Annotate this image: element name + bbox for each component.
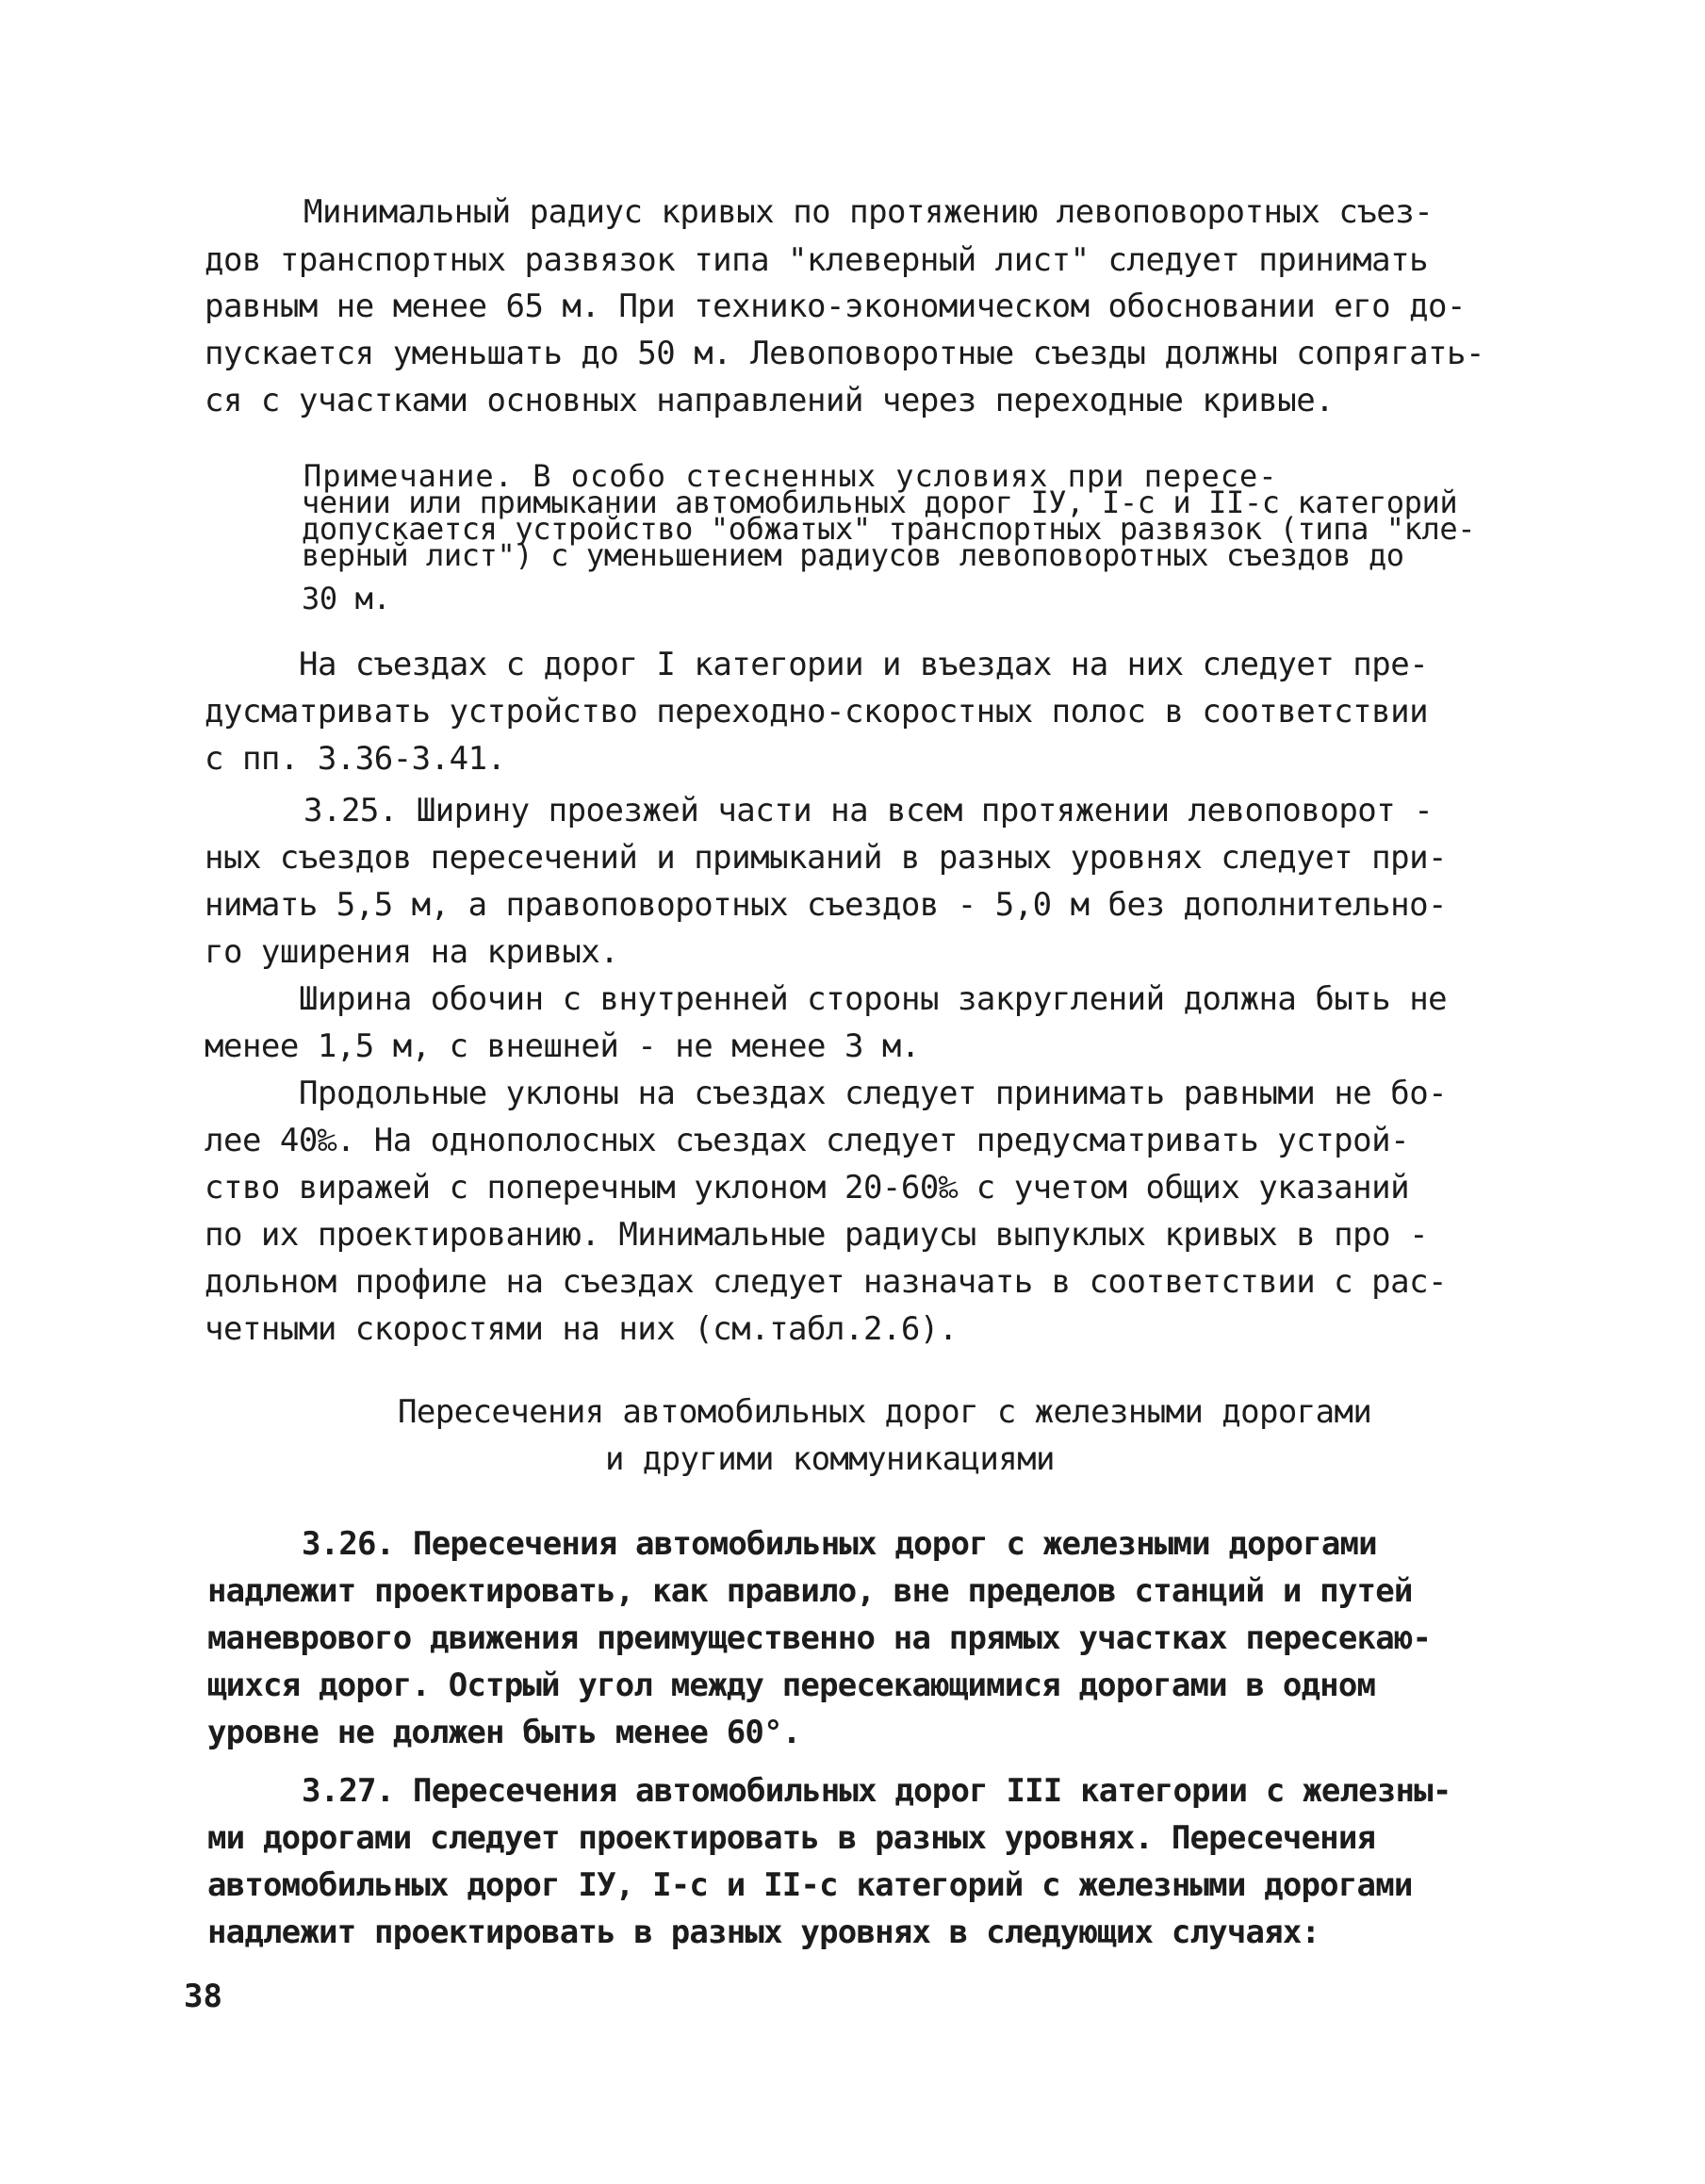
text-line: Примечание. В особо стесненных условиях при пересе-	[303, 458, 1278, 494]
text-line: Ширина обочин с внутренней стороны закруглений должна быть не	[299, 980, 1448, 1018]
text-line: Продольные уклоны на съездах следует принимать равными не бо-	[299, 1075, 1448, 1112]
text-line: чении или примыкании автомобильных дорог IУ, I-с и II-с категорий	[302, 484, 1458, 520]
text-line: 3.26. Пересечения автомобильных дорог с железными дорогами	[302, 1525, 1377, 1563]
text-line: надлежит проектировать, как правило, вне пределов станций и путей	[207, 1572, 1413, 1610]
text-line: уровне не должен быть менее 60°.	[207, 1714, 801, 1751]
text-line: дов транспортных развязок типа "клеверный лист" следует принимать	[205, 241, 1429, 279]
text-line: го уширения на кривых.	[205, 933, 619, 971]
text-line: равным не менее 65 м. При технико-экономическом обосновании его до-	[205, 287, 1466, 325]
text-line: по их проектированию. Минимальные радиусы выпуклых кривых в про -	[205, 1216, 1429, 1254]
text-line: лее 40‰. На однополосных съездах следует предусматривать устрой-	[205, 1122, 1410, 1159]
text-line: надлежит проектировать в разных уровнях в следующих случаях:	[207, 1913, 1320, 1951]
heading-line: Пересечения автомобильных дорог с железными дорогами	[398, 1393, 1372, 1431]
text-line: ми дорогами следует проектировать в разных уровнях. Пересечения	[207, 1819, 1376, 1857]
text-line: щихся дорог. Острый угол между пересекающимися дорогами в одном	[207, 1667, 1376, 1704]
page-number: 38	[184, 1978, 222, 2015]
text-line: Минимальный радиус кривых по протяжению левоповоротных съез-	[303, 193, 1434, 231]
text-line: ных съездов пересечений и примыканий в разных уровнях следует при-	[205, 839, 1448, 877]
text-line: 30 м.	[302, 581, 391, 616]
text-line: нимать 5,5 м, а правоповоротных съездов - 5,0 м без дополнительно-	[205, 886, 1448, 924]
text-line: 3.25. Ширину проезжей части на всем протяжении левоповорот -	[303, 792, 1434, 829]
text-line: пускается уменьшать до 50 м. Левоповоротные съезды должны сопрягать-	[205, 335, 1484, 372]
heading-line: и другими коммуникациями	[605, 1440, 1055, 1478]
text-line: верный лист") с уменьшением радиусов левоповоротных съездов до	[302, 537, 1404, 573]
text-line: менее 1,5 м, с внешней - не менее 3 м.	[205, 1027, 920, 1065]
text-line: ство виражей с поперечным уклоном 20-60‰ с учетом общих указаний	[205, 1169, 1410, 1207]
text-line: дусматривать устройство переходно-скоростных полос в соответствии	[205, 693, 1429, 731]
text-line: маневрового движения преимущественно на прямых участках пересекаю-	[207, 1619, 1432, 1657]
text-line: 3.27. Пересечения автомобильных дорог III категории с железны-	[302, 1772, 1451, 1810]
text-line: допускается устройство "обжатых" транспортных развязок (типа "кле-	[302, 511, 1476, 547]
text-line: ся с участками основных направлений через переходные кривые.	[205, 382, 1335, 419]
text-line: с пп. 3.36-3.41.	[205, 740, 506, 778]
text-line: На съездах с дорог I категории и въездах на них следует пре-	[299, 646, 1429, 683]
text-line: автомобильных дорог IУ, I-с и II-с категорий с железными дорогами	[207, 1866, 1413, 1904]
text-line: четными скоростями на них (см.табл.2.6).	[205, 1310, 958, 1348]
text-line: дольном профиле на съездах следует назначать в соответствии с рас-	[205, 1263, 1448, 1301]
